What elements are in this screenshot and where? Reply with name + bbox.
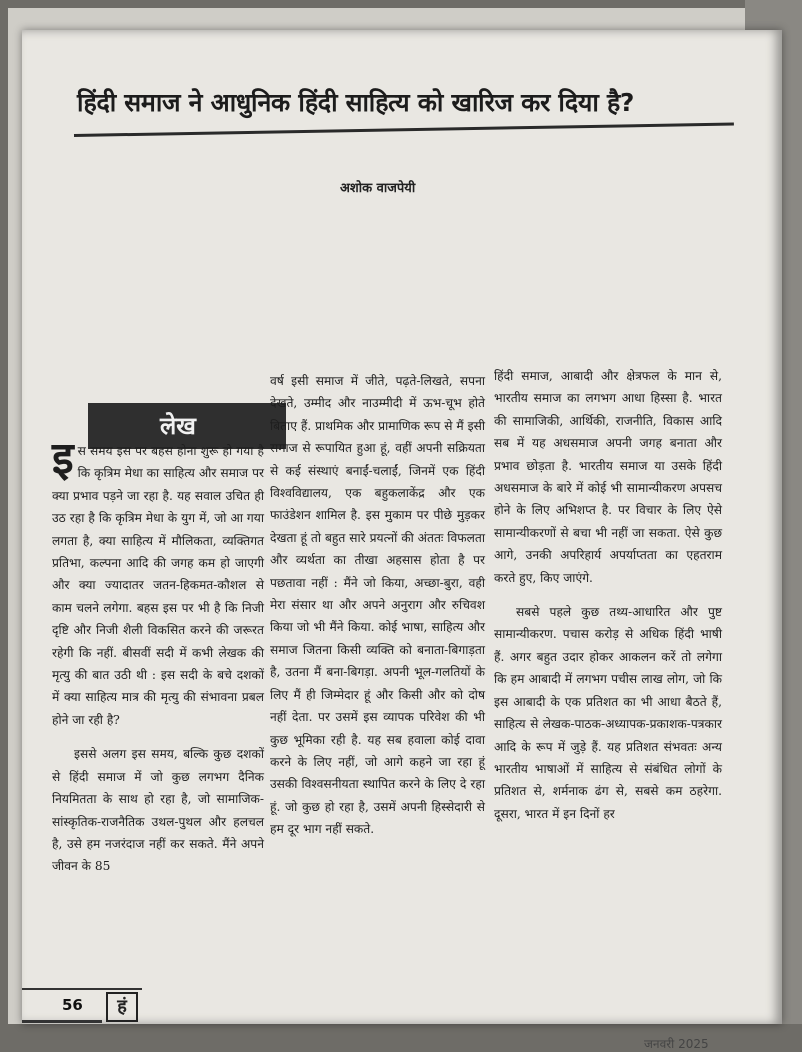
paragraph <box>52 433 264 731</box>
paragraph-text: स समय इस पर बहस होना शुरू हो गया है कि कृत्रिम मेधा का साहित्य और समाज पर क्या प्रभाव पड़ने जा रहा है. यह सवाल उचित ही उठ रहा है कि कृत्रिम मेधा के युग में, जो आ गया लगता है, क्या साहित्य में मौलिकता, व्यक्तिगत प्रतिभा, कल्पना आदि की जगह कम हो जाएगी और क्या ज्यादातर जतन-हिकमत-कौशल से काम चलने लगेगा. बहस इस पर भी है कि निजी दृष्टि और निजी शैली विकसित करने की जरूरत रहेगी कि नहीं. बीसवीं सदी में कभी लेखक की मृत्यु की बात उठी थी : इस सदी के बचे दशकों में क्या साहित्य मात्र की मृत्यु की संभावना प्रबल होने जा रही है? <box>52 444 264 727</box>
section-label: लेख <box>160 412 196 440</box>
magazine-logo: हं <box>106 992 138 1022</box>
title-underline <box>74 122 734 137</box>
paragraph: वर्ष इसी समाज में जीते, पढ़ते-लिखते, सपना देखते, उम्मीद और नाउम्मीदी में ऊभ-चूभ होते बिताए हैं. प्राथमिक और प्रामाणिक रूप से मैं इसी समाज से रूपायित हुआ हूं, वहीं अपनी सक्रियता से कई संस्थाएं बनाईं-चलाईं, जिनमें एक हिंदी विश्वविद्यालय, एक बहुकलाकेंद्र और एक फाउंडेशन शामिल है. इस मुकाम पर पीछे मुड़कर देखता हूं तो बहुत सारे प्रयत्नों की अंततः विफलता और व्यर्थता का तीखा अहसास होता है पर पछतावा नहीं : मैंने जो किया, अच्छा-बुरा, वही मेरा संसार था और अपने अनुराग और रुचिवश किया जो भी मैंने किया. कोई भाषा, साहित्य और समाज जितना किसी व्यक्ति को बनाता-बिगाड़ता है, उतना मैं बना-बिगड़ा. अपनी भूल-गलतियों के लिए मैं ही जिम्मेदार हूं और किसी और को दोष नहीं देता. पर उसमें इस व्यापक परिवेश की भी कुछ भूमिका रही है. यह सब हवाला कोई दावा करने के लिए नहीं, जो आगे कहने जा रहा हूं उसकी विश्वसनीयता स्थापित करने के लिए दे रहा हूं. जो कुछ हो रहा है, उसमें अपनी हिस्सेदारी से हम दूर भाग नहीं सकते. <box>270 374 485 837</box>
issue-date: जनवरी 2025 <box>644 1037 709 1051</box>
paragraph: हिंदी समाज, आबादी और क्षेत्रफल के मान से, भारतीय समाज का लगभग आधा हिस्सा है. भारत की सामाजिकी, आर्थिकी, राजनीति, विकास आदि सब में यह अधसमाज अपनी जगह बनाता और प्रभाव छोड़ता है. भारतीय समाज या उसके हिंदी अधसमाज के बारे में कोई भी सामान्यीकरण अपसच होने के लिए अभिशप्त है. पर विचार के लिए ऐसे सामान्यीकरणों से बचा भी नहीं जा सकता. ऐसे कुछ आगे, उनकी अपरिहार्य अपर्याप्तता का एहतराम करते हुए, किए जाएंगे. <box>494 369 722 585</box>
column-1 <box>52 433 264 890</box>
dropcap: इ <box>52 433 74 484</box>
paragraph: सबसे पहले कुछ तथ्य-आधारित और पुष्ट सामान्यीकरण. पचास करोड़ से अधिक हिंदी भाषी हैं. अगर बहुत उदार होकर आकलन करें तो लगेगा कि हम आबादी में लगभग पचीस लाख लोग, जो कि इस आबादी के एक प्रतिशत का भी आधा बैठते हैं, साहित्य से लेखक-पाठक-अध्यापक-प्रकाशक-पत्रकार आदि के रूप में जुड़े हैं. यह प्रतिशत संभवतः अन्य भारतीय भाषाओं में साहित्य से संबंधित लोगों के प्रतिशत से, शर्मनाक ढंग से, सबसे कम ठहरेगा. दूसरा, भारत में इन दिनों हर <box>494 605 722 821</box>
footer-rule-bottom <box>22 1020 102 1023</box>
column-3 <box>494 365 722 837</box>
article-author: अशोक वाजपेयी <box>340 181 416 196</box>
page-number: 56 <box>62 996 83 1014</box>
column-2 <box>270 370 485 853</box>
paragraph: इससे अलग इस समय, बल्कि कुछ दशकों से हिंदी समाज में जो कुछ लगभग दैनिक नियमितता के साथ हो रहा है, जो सामाजिक-सांस्कृतिक-राजनैतिक उथल-पुथल और हलचल है, उसे हम नजरंदाज नहीं कर सकते. मैंने अपने जीवन के 85 <box>52 747 264 874</box>
magazine-page <box>22 30 782 1051</box>
article-title: हिंदी समाज ने आधुनिक हिंदी साहित्य को खारिज कर दिया है? <box>77 88 635 117</box>
footer-rule <box>22 988 142 990</box>
